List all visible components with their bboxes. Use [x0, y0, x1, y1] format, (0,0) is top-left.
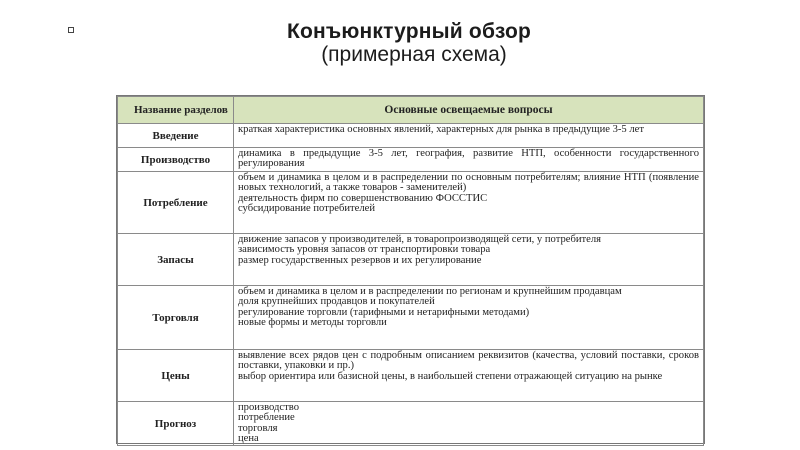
table-row: [118, 402, 704, 446]
row-question-line: потребление: [238, 412, 295, 424]
row-question-line: торговля: [238, 422, 278, 434]
row-questions: [234, 402, 704, 446]
row-question-line: выявление всех рядов цен с подробным описанием реквизитов (качества, условий поставки, сроков поставки, упаковки и пр.): [238, 350, 699, 372]
row-question-line: доля крупнейших продавцов и покупателей: [238, 296, 435, 308]
row-questions: [234, 234, 704, 286]
row-question-line: деятельность фирм по совершенствованию ФОССТИС: [238, 192, 488, 204]
row-name: Производство: [118, 148, 234, 172]
row-question-line: размер государственных резервов и их регулирование: [238, 254, 482, 266]
row-question-line: динамика в предыдущие 3-5 лет, география, развитие НТП, особенности государственного регулирования: [238, 148, 699, 170]
table-row: [118, 124, 704, 148]
row-question-line: цена: [238, 433, 259, 445]
header-section-name: Название разделов: [118, 97, 234, 124]
table-row: [118, 172, 704, 234]
row-question-line: объем и динамика в целом и в распределении по регионам и крупнейшим продавцам: [238, 286, 622, 297]
row-name: Цены: [118, 350, 234, 402]
overview-table: [117, 96, 704, 446]
table-row: [118, 148, 704, 172]
row-question-line: новые формы и методы торговли: [238, 317, 387, 329]
row-question-line: объем и динамика в целом и в распределении по основным потребителям; влияние НТП (появление новых технологий, а также товаров - заменителей): [238, 172, 699, 194]
header-questions: Основные освещаемые вопросы: [234, 97, 704, 124]
overview-table-frame: [116, 95, 705, 444]
row-name: Прогноз: [118, 402, 234, 446]
row-question-line: регулирование торговли (тарифными и нетарифными методами): [238, 306, 530, 318]
row-question-line: субсидирование потребителей: [238, 203, 376, 215]
table-row: [118, 350, 704, 402]
table-header-row: [118, 97, 704, 124]
table-row: [118, 234, 704, 286]
slide-title: Конъюнктурный обзор: [286, 20, 532, 43]
row-name: Запасы: [118, 234, 234, 286]
row-name: Потребление: [118, 172, 234, 234]
row-name: Введение: [118, 124, 234, 148]
row-name: Торговля: [118, 286, 234, 350]
row-question-line: движение запасов у производителей, в товаропроизводящей сети, у потребителя: [238, 234, 602, 245]
row-questions: [234, 350, 704, 402]
slide-subtitle: (примерная схема): [321, 43, 507, 66]
row-question-line: зависимость уровня запасов от транспортировки товара: [238, 244, 491, 256]
row-questions: [234, 124, 704, 148]
table-row: [118, 286, 704, 350]
row-question-line: производство: [238, 402, 299, 413]
row-questions: [234, 286, 704, 350]
row-questions: [234, 148, 704, 172]
row-question-line: краткая характеристика основных явлений, характерных для рынка в предыдущие 3-5 лет: [238, 124, 644, 135]
row-question-line: выбор ориентира или базисной цены, в наибольшей степени отражающей ситуацию на рынке: [238, 370, 663, 382]
row-questions: [234, 172, 704, 234]
